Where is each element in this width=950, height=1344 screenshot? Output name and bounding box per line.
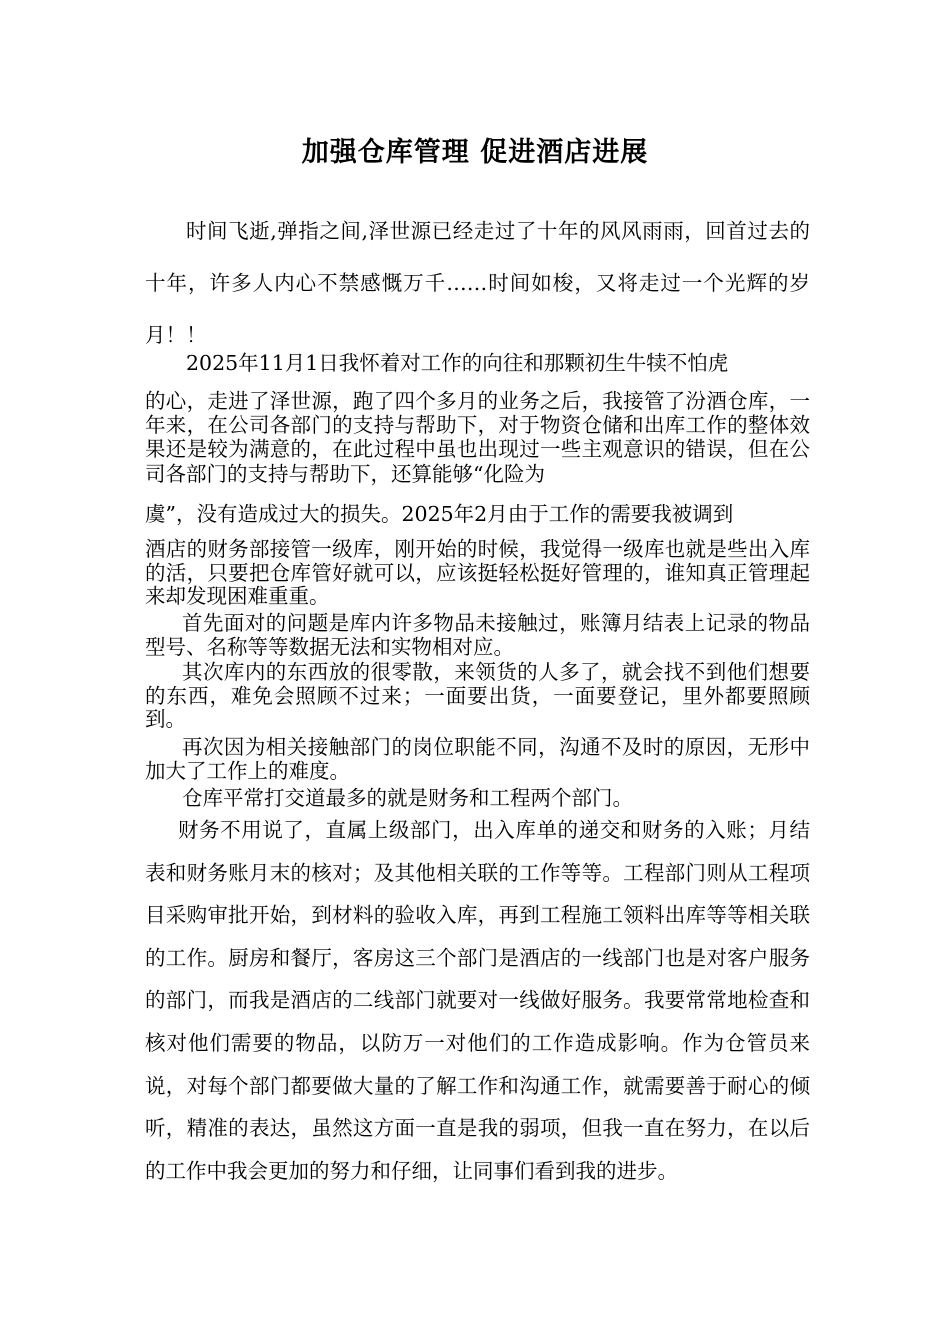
paragraph-problem-first: 首先面对的问题是库内许多物品未接触过，账簿月结表上记录的物品型号、名称等等数据无法和实物相对应。 bbox=[145, 611, 810, 659]
paragraph-intro: 时间飞逝,弹指之间,泽世源已经走过了十年的风风雨雨，回首过去的十年，许多人内心不禁感慨万千……时间如梭，又将走过一个光辉的岁月！！ bbox=[145, 219, 810, 347]
document-title: 加强仓库管理 促进酒店进展 bbox=[301, 137, 649, 168]
paragraph-arrival-transfer-line: 虞”，没有造成过大的损失。2025年2月由于工作的需要我被调到 bbox=[145, 502, 734, 526]
paragraph-departments: 仓库平常打交道最多的就是财务和工程两个部门。 bbox=[182, 786, 633, 810]
paragraph-arrival-body: 的心，走进了泽世源，跑了四个多月的业务之后，我接管了汾酒仓库，一年来，在公司各部门的支持与帮助下，对于物资仓储和出库工作的整体效果还是较为满意的，在此过程中虽也出现过一些主观意识的错误，但在公司各部门的支持与帮助下，还算能够“化险为 bbox=[145, 389, 810, 486]
paragraph-problem-second: 其次库内的东西放的很零散，来领货的人多了，就会找不到他们想要的东西，难免会照顾不过来；一面要出货，一面要登记，里外都要照顾到。 bbox=[145, 660, 810, 731]
paragraph-problem-third: 再次因为相关接触部门的岗位职能不同，沟通不及时的原因，无形中加大了工作上的难度。 bbox=[145, 735, 810, 783]
paragraph-finance-engineering: 财务不用说了，直属上级部门，出入库单的递交和财务的入账；月结表和财务账月末的核对；及其他相关联的工作等等。工程部门则从工程项目采购审批开始，到材料的验收入库，再到工程施工领料出库等等相关联的工作。厨房和餐厅，客房这三个部门是酒店的一线部门也是对客户服务的部门，而我是酒店的二线部门就要对一线做好服务。我要常常地检查和核对他们需要的物品，以防万一对他们的工作造成影响。作为仓管员来说，对每个部门都要做大量的了解工作和沟通工作，就需要善于耐心的倾听，精准的表达，虽然这方面一直是我的弱项，但我一直在努力，在以后的工作中我会更加的努力和仔细，让同事们看到我的进步。 bbox=[145, 818, 810, 1183]
paragraph-arrival-line-1: 2025年11月1日我怀着对工作的向往和那颗初生牛犊不怕虎 bbox=[186, 351, 729, 375]
paragraph-arrival-hotel: 酒店的财务部接管一级库，刚开始的时候，我觉得一级库也就是些出入库的活，只要把仓库管好就可以，应该挺轻松挺好管理的，谁知真正管理起来却发现困难重重。 bbox=[145, 537, 810, 608]
